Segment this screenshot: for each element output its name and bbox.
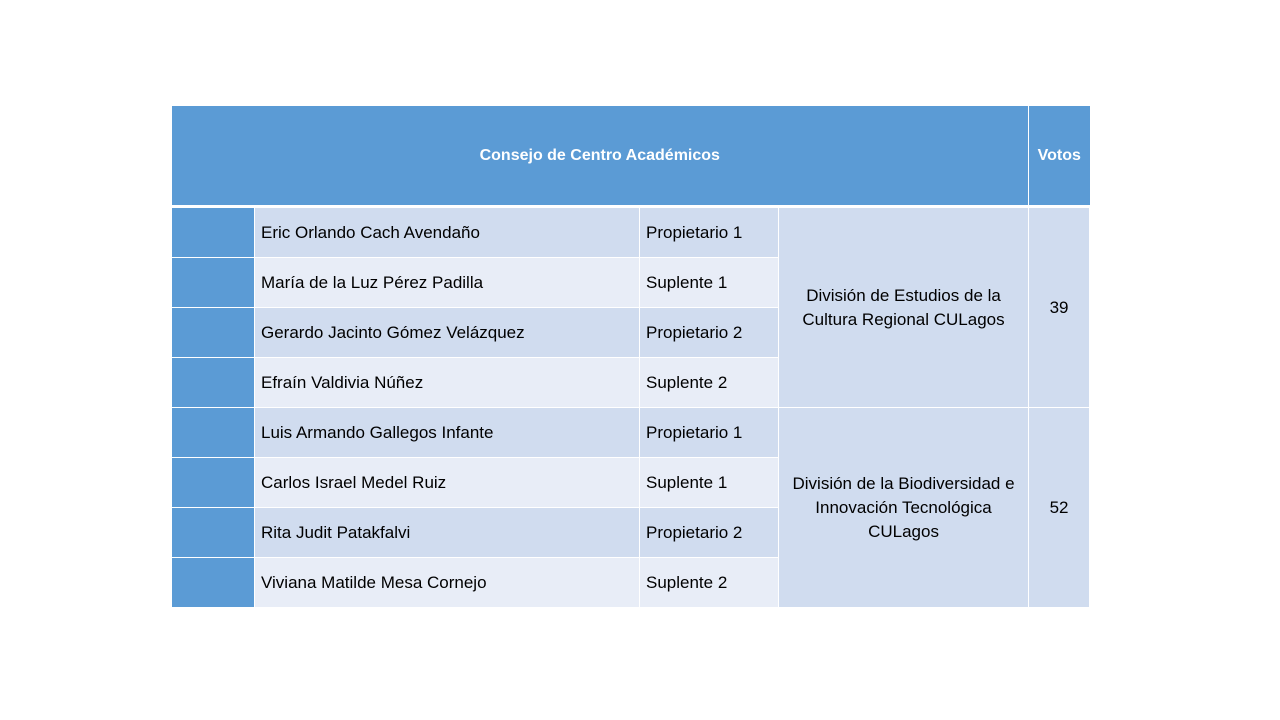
member-role: Suplente 2 — [640, 358, 779, 408]
row-marker — [172, 258, 255, 308]
member-name: Carlos Israel Medel Ruiz — [255, 458, 640, 508]
member-name: Viviana Matilde Mesa Cornejo — [255, 558, 640, 608]
member-role: Suplente 1 — [640, 458, 779, 508]
member-name: Efraín Valdivia Núñez — [255, 358, 640, 408]
table-row — [172, 207, 1090, 258]
row-marker — [172, 358, 255, 408]
row-marker — [172, 308, 255, 358]
table-title: Consejo de Centro Académicos — [172, 106, 1029, 207]
member-role: Propietario 2 — [640, 508, 779, 558]
row-marker — [172, 508, 255, 558]
votes-count: 52 — [1029, 408, 1090, 608]
member-name: Eric Orlando Cach Avendaño — [255, 207, 640, 258]
table-row — [172, 408, 1090, 458]
member-name: Luis Armando Gallegos Infante — [255, 408, 640, 458]
row-marker — [172, 408, 255, 458]
votes-count: 39 — [1029, 207, 1090, 408]
member-role: Propietario 1 — [640, 408, 779, 458]
division-name: División de la Biodiversidad e Innovación Tecnológica CULagos — [779, 408, 1029, 608]
member-name: Rita Judit Patakfalvi — [255, 508, 640, 558]
votes-header: Votos — [1029, 106, 1090, 207]
division-name: División de Estudios de la Cultura Regional CULagos — [779, 207, 1029, 408]
member-role: Suplente 2 — [640, 558, 779, 608]
member-role: Propietario 1 — [640, 207, 779, 258]
council-table — [171, 106, 1090, 608]
row-marker — [172, 558, 255, 608]
member-role: Suplente 1 — [640, 258, 779, 308]
member-name: María de la Luz Pérez Padilla — [255, 258, 640, 308]
table-header-row — [172, 106, 1090, 207]
row-marker — [172, 207, 255, 258]
member-name: Gerardo Jacinto Gómez Velázquez — [255, 308, 640, 358]
member-role: Propietario 2 — [640, 308, 779, 358]
row-marker — [172, 458, 255, 508]
